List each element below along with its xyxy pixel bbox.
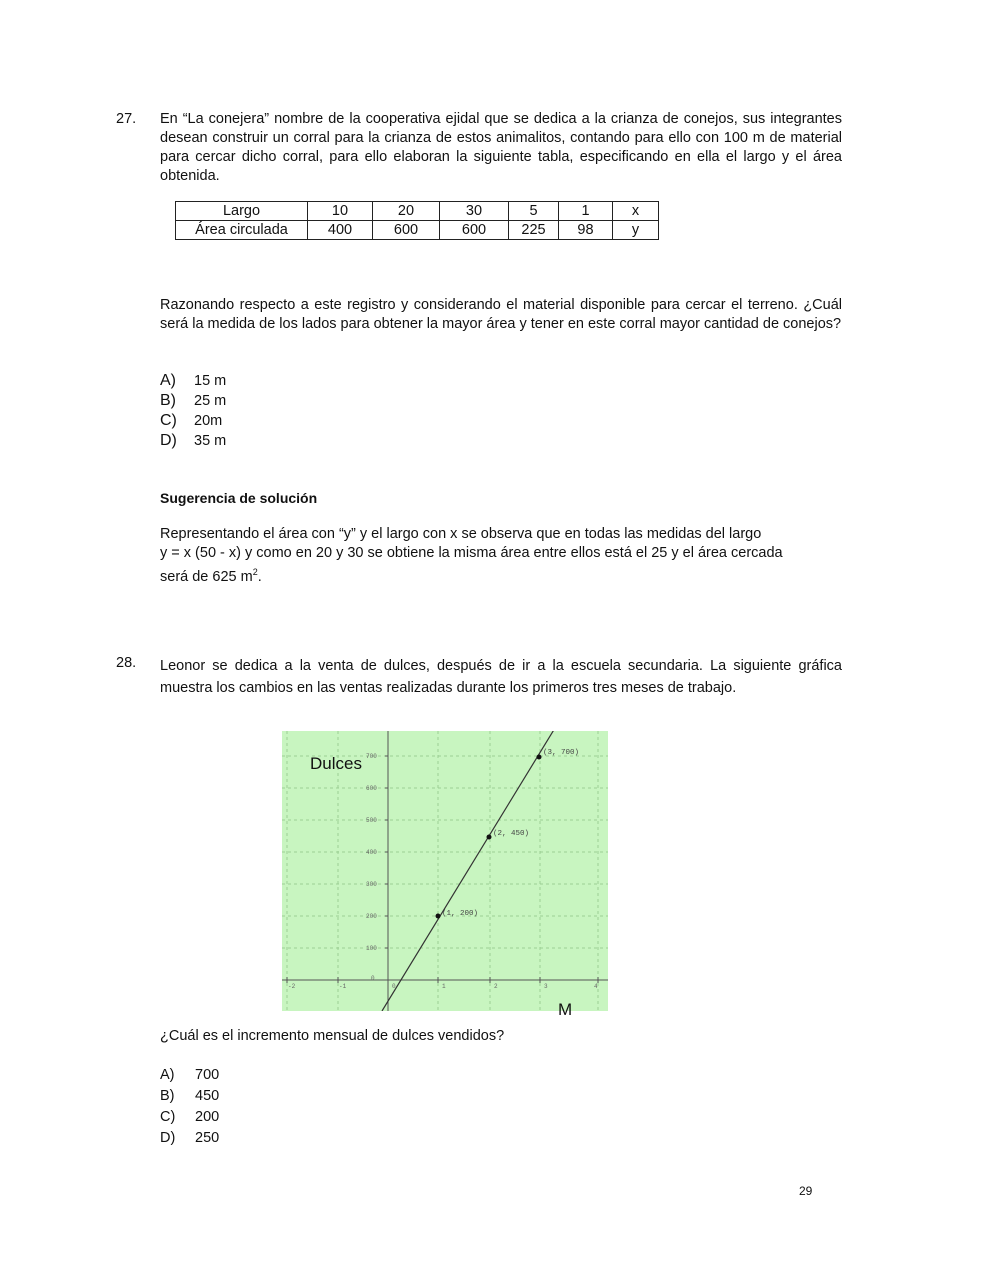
answer-option[interactable] — [160, 1086, 219, 1106]
option-text: 20m — [194, 413, 223, 429]
table-cell: 1 — [559, 202, 613, 221]
svg-text:-2: -2 — [288, 983, 296, 990]
data-point — [487, 835, 492, 840]
option-letter: D) — [160, 1130, 176, 1146]
superscript: 2 — [252, 567, 258, 577]
option-letter: C) — [160, 412, 177, 429]
answer-option[interactable] — [160, 1128, 219, 1148]
svg-text:2: 2 — [494, 983, 498, 990]
table-cell: 30 — [440, 202, 509, 221]
question-number: 28. — [116, 655, 137, 671]
svg-text:(1, 200): (1, 200) — [442, 910, 479, 918]
question-intro: En “La conejera” nombre de la cooperativa ejidal que se dedica a la crianza de conejos, sus integrantes desean construir un corral para la crianza de estos animalitos, contando para ello con 100 m de material para cercar dicho corral, para ello elaboran la siguiente tabla, especificando en ella el largo y el área obtenida. — [160, 111, 842, 184]
data-point — [537, 755, 542, 760]
option-letter: B) — [160, 1088, 175, 1104]
data-line — [382, 731, 555, 1011]
question-text: ¿Cuál es el incremento mensual de dulces vendidos? — [160, 1028, 505, 1044]
table-cell: y — [613, 221, 659, 240]
question-intro: Leonor se dedica a la venta de dulces, después de ir a la escuela secundaria. La siguiente gráfica muestra los cambios en las ventas realizadas durante los primeros tres meses de trabajo. — [160, 658, 842, 696]
option-letter: A) — [160, 1067, 175, 1083]
table-cell: 20 — [373, 202, 440, 221]
x-axis-label: M — [558, 1000, 573, 1019]
svg-text:300: 300 — [366, 881, 377, 888]
table-cell: 600 — [373, 221, 440, 240]
option-letter: A) — [160, 372, 176, 389]
option-letter: C) — [160, 1109, 176, 1125]
svg-text:4: 4 — [594, 983, 598, 990]
table-cell: 5 — [509, 202, 559, 221]
svg-text:100: 100 — [366, 945, 377, 952]
svg-text:0: 0 — [371, 975, 375, 982]
table-cell: 225 — [509, 221, 559, 240]
svg-text:200: 200 — [366, 913, 377, 920]
page-number: 29 — [799, 1184, 813, 1198]
option-letter: D) — [160, 432, 177, 449]
table-cell: 600 — [440, 221, 509, 240]
svg-text:-1: -1 — [339, 983, 347, 990]
table-row — [176, 221, 659, 240]
question-text: Razonando respecto a este registro y considerando el material disponible para cercar el terreno. ¿Cuál será la medida de los lados para obtener la mayor área y tener en este corral mayor cantidad de conejos? — [160, 297, 842, 332]
table-row — [176, 202, 659, 221]
option-text: 15 m — [194, 373, 227, 389]
svg-text:0: 0 — [392, 983, 396, 990]
option-text: 35 m — [194, 433, 227, 449]
answer-option[interactable] — [160, 391, 226, 411]
hint-title: Sugerencia de solución — [160, 490, 318, 506]
answer-option[interactable] — [160, 1065, 219, 1085]
svg-text:600: 600 — [366, 785, 377, 792]
hint-text: . — [257, 568, 262, 585]
table-cell: 400 — [308, 221, 373, 240]
hint-line: y = x (50 - x) y como en 20 y 30 se obtiene la misma área entre ellos está el 25 y el área cercada — [160, 545, 783, 561]
svg-text:700: 700 — [366, 753, 377, 760]
answer-option[interactable] — [160, 431, 226, 451]
svg-text:400: 400 — [366, 849, 377, 856]
data-table — [175, 201, 659, 240]
svg-text:(2, 450): (2, 450) — [493, 830, 530, 838]
svg-text:(3, 700): (3, 700) — [543, 749, 580, 757]
hint-text: será de 625 m — [160, 568, 253, 585]
option-letter: B) — [160, 392, 176, 409]
hint-line — [160, 563, 842, 587]
answer-option[interactable] — [160, 1107, 219, 1127]
svg-text:500: 500 — [366, 817, 377, 824]
table-cell: Largo — [176, 202, 308, 221]
option-text: 25 m — [194, 393, 227, 409]
option-text: 450 — [195, 1088, 220, 1104]
question-number: 27. — [116, 111, 137, 127]
answer-option[interactable] — [160, 371, 226, 391]
option-text: 250 — [195, 1130, 220, 1146]
svg-text:1: 1 — [442, 983, 446, 990]
answer-option[interactable] — [160, 411, 222, 431]
table-cell: 10 — [308, 202, 373, 221]
option-text: 200 — [195, 1109, 220, 1125]
svg-text:3: 3 — [544, 983, 548, 990]
hint-line: Representando el área con “y” y el largo con x se observa que en todas las medidas del largo — [160, 526, 762, 542]
data-point — [436, 914, 441, 919]
table-cell: x — [613, 202, 659, 221]
table-cell: Área circulada — [176, 221, 308, 240]
y-axis-label: Dulces — [310, 754, 362, 773]
table-cell: 98 — [559, 221, 613, 240]
option-text: 700 — [195, 1067, 220, 1083]
